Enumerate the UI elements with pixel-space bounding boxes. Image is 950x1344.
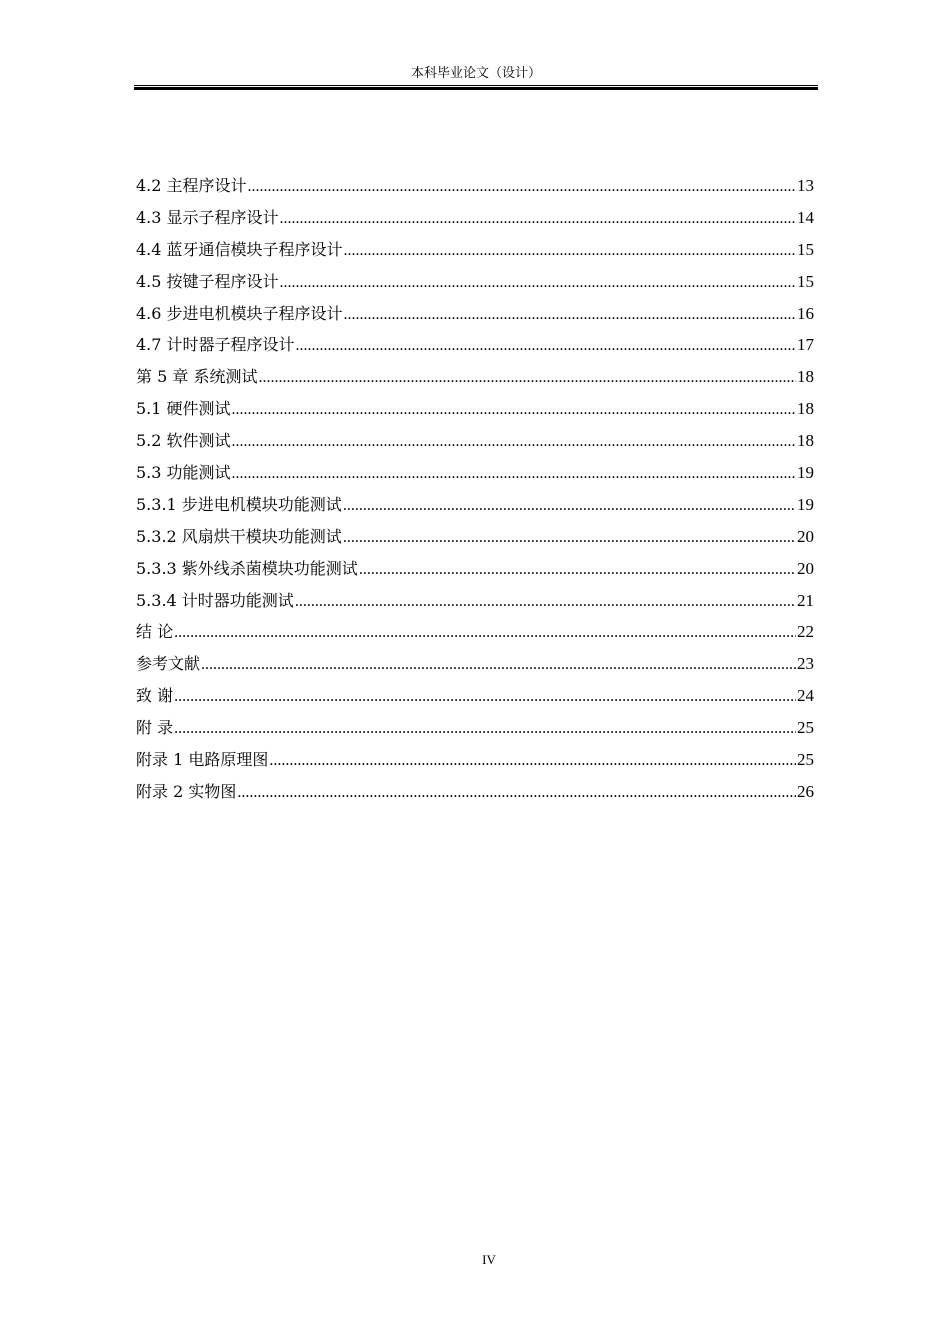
toc-entry-page: 14 [797,207,814,227]
toc-entry-title: 5.3.2 风扇烘干模块功能测试 [136,526,342,546]
toc-entry[interactable] [136,300,814,332]
toc-entry[interactable] [136,618,814,650]
toc-dot-leader [280,205,796,233]
toc-entry-title: 致 谢 [136,686,174,706]
header-rule-thick [134,87,818,90]
table-of-contents [136,172,814,810]
toc-entry-title: 参考文献 [136,654,201,674]
toc-dot-leader [174,715,796,743]
toc-entry-page: 25 [797,750,814,770]
toc-dot-leader [248,173,796,201]
toc-entry-page: 18 [797,367,814,387]
toc-dot-leader [296,332,796,360]
toc-entry[interactable] [136,682,814,714]
toc-entry-page: 25 [797,718,814,738]
toc-entry-page: 20 [797,558,814,578]
toc-entry-title: 附 录 [136,718,174,738]
toc-entry[interactable] [136,172,814,204]
toc-entry-title: 第 5 章 系统测试 [136,367,258,387]
toc-dot-leader [232,396,796,424]
toc-entry-title: 5.2 软件测试 [136,431,231,451]
toc-entry[interactable] [136,459,814,491]
toc-entry-page: 18 [797,431,814,451]
toc-dot-leader [174,683,796,711]
toc-entry[interactable] [136,587,814,619]
toc-entry-title: 附录 2 实物图 [136,781,237,801]
toc-entry-title: 5.1 硬件测试 [136,399,231,419]
toc-dot-leader [344,301,796,329]
toc-dot-leader [232,428,796,456]
toc-dot-leader [232,460,796,488]
page-number: IV [482,1252,496,1267]
toc-entry-title: 4.3 显示子程序设计 [136,207,279,227]
toc-entry-page: 18 [797,399,814,419]
toc-entry-title: 4.7 计时器子程序设计 [136,335,295,355]
toc-entry-page: 20 [797,526,814,546]
toc-entry-title: 4.5 按键子程序设计 [136,271,279,291]
toc-entry-page: 24 [797,686,814,706]
toc-entry[interactable] [136,555,814,587]
toc-entry-title: 5.3.1 步进电机模块功能测试 [136,494,342,514]
toc-entry-title: 4.6 步进电机模块子程序设计 [136,303,343,323]
toc-entry[interactable] [136,268,814,300]
toc-entry-title: 4.2 主程序设计 [136,176,247,195]
toc-entry-title: 4.4 蓝牙通信模块子程序设计 [136,239,343,259]
toc-dot-leader [280,269,796,297]
toc-dot-leader [359,556,796,584]
toc-entry-title: 附录 1 电路原理图 [136,750,269,770]
toc-entry-page: 26 [797,781,814,801]
toc-dot-leader [269,747,796,775]
toc-dot-leader [201,651,796,679]
toc-dot-leader [237,779,796,807]
toc-entry-title: 结 论 [136,622,174,642]
toc-entry[interactable] [136,204,814,236]
toc-dot-leader [343,524,796,552]
toc-entry-title: 5.3 功能测试 [136,463,231,483]
toc-entry-title: 5.3.3 紫外线杀菌模块功能测试 [136,558,358,578]
toc-entry[interactable] [136,778,814,810]
toc-entry-page: 19 [797,463,814,483]
toc-entry[interactable] [136,491,814,523]
toc-entry-page: 21 [797,590,814,610]
toc-entry-page: 17 [797,335,814,355]
toc-entry[interactable] [136,746,814,778]
page-header: 本科毕业论文（设计） [410,66,541,81]
toc-entry[interactable] [136,395,814,427]
header-rule [134,85,818,86]
toc-entry[interactable] [136,714,814,746]
toc-entry-title: 5.3.4 计时器功能测试 [136,590,294,610]
toc-entry-page: 15 [797,239,814,259]
toc-entry-page: 16 [797,303,814,323]
toc-entry[interactable] [136,427,814,459]
toc-entry[interactable] [136,363,814,395]
toc-entry[interactable] [136,236,814,268]
toc-dot-leader [174,619,796,647]
toc-entry-page: 19 [797,494,814,514]
toc-entry[interactable] [136,331,814,363]
toc-dot-leader [344,237,796,265]
toc-entry-page: 13 [797,176,814,195]
toc-dot-leader [343,492,796,520]
toc-entry[interactable] [136,650,814,682]
toc-dot-leader [258,364,796,392]
toc-entry-page: 23 [797,654,814,674]
toc-entry-page: 22 [797,622,814,642]
toc-dot-leader [295,588,796,616]
toc-entry[interactable] [136,523,814,555]
toc-entry-page: 15 [797,271,814,291]
